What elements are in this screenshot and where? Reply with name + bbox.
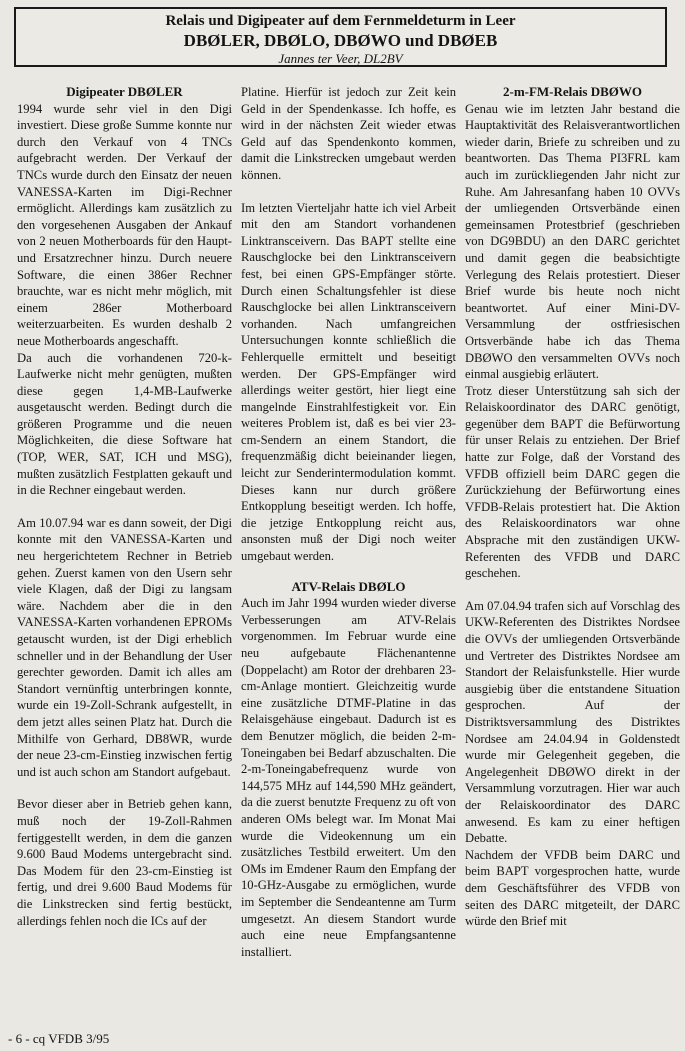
paragraph: 1994 wurde sehr viel in den Digi investiert. Diese große Summe konnte nur durch den Verkauf von 4 TNCs aufgebracht werden. Der Verkauf der TNCs wurde durch den Einsatz der neuen VANESSA-Karten im Digi-Rechner ermöglicht. Allerdings kam zusätzlich zu den vorgesehenen Ausgaben der Ankauf von 2 neuen Motherboards für den Haupt- und Ersatzrechner hinzu. Durch neuere Software, die einen 386er Rechner brauchte, war es nicht mehr möglich, mit einem 286er Motherboard weiterzuarbeiten. Es wurden deshalb 2 neue Motherboards angeschafft.	[17, 101, 232, 348]
column-1	[17, 84, 232, 1014]
paragraph: Genau wie im letzten Jahr bestand die Hauptaktivität des Relaisverantwortlichen wieder darin, Briefe zu schreiben und zu beantworten. Das Thema PI3FRL kam auch im zurückliegenden Jahr nicht zur Ruhe. Am Jahresanfang haben 10 OVVs der umliegenden Ortsverbände einen gemeinsamen Protestbrief (geschrieben von DG9BDU) an den DARC gerichtet und damit gegen die beabsichtigte Verlegung des Relais protestiert. Dieser Brief wurde bis heute noch nicht beantwortet. Auf einer Mini-DV-Versammlung der ostfriesischen Ortsverbände habe ich das Thema DBØWO den versammelten OVVs noch einmal ausgiebig erläutert.	[465, 101, 680, 382]
paragraph: Da auch die vorhandenen 720-k-Laufwerke nicht mehr genügten, mußten diese gegen 1,4-MB-Laufwerke ausgetauscht werden. Bedingt durch die größeren Programme und die neuen Möglichkeiten, die diese Software hat (TOP, WER, SAT, ICH und MSG), mußten zusätzlich Festplatten gekauft und in die Rechner eingebaut werden.	[17, 350, 232, 498]
paragraph: Nachdem der VFDB beim DARC und beim BAPT vorgesprochen hatte, wurde dem Geschäftsführer des VFDB von seiten des DARC mitgeteilt, der DARC würde den Brief mit	[465, 847, 680, 929]
paragraph: Platine. Hierfür ist jedoch zur Zeit kein Geld in der Spendenkasse. Ich hoffe, es wird in der nächsten Zeit wieder etwas Geld auf das Spendenkonto kommen, damit die Linkstrecken umgebaut werden können.	[241, 85, 456, 182]
paragraph: Auch im Jahr 1994 wurden wieder diverse Verbesserungen am ATV-Relais vorgenommen. Im Februar wurde eine neu aufgebaute Flächenantenne (Doppelacht) am Rotor der drehbaren 23-cm-Anlage montiert. Gleichzeitig wurde eine zusätzliche DTMF-Platine in das Relaisgehäuse eingebaut. Dadurch ist es dem Benutzer möglich, die beiden 2-m-Toneingaben bei Bedarf abzuschalten. Die 2-m-Toneingabefrequenz wurde von 144,575 MHz auf 144,590 MHz geändert, da die zuerst benutzte Frequenz zu oft von anderen OMs belegt war. Im Monat Mai wurde die Videokennung um ein zusätzliches Testbild erweitert. Um den OMs im Emdener Raum den Empfang der 10-GHz-Ausgabe zu ermöglichen, wurde im September die Sendeantenne am Turm umgesetzt. An diesem Standort wurde auch eine neue Empfangsantenne installiert.	[241, 596, 456, 959]
paragraph: Trotz dieser Unterstützung sah sich der Relaiskoordinator des DARC genötigt, gegenüber dem BAPT die Befürwortung für unser Relais zu entziehen. Der Brief hatte zur Folge, daß der Vorstand des VFDB offiziell beim DARC gegen die Zurückziehung der Befürwortung eines VFDB-Relais protestiert hat. Die Aktion des Relaiskoordinators war ohne Absprache mit den zuständigen UKW-Referenten des VFDB und DARC geschehen.	[465, 383, 680, 581]
section-heading-atv-relais: ATV-Relais DBØLO	[291, 578, 406, 594]
paragraph: Bevor dieser aber in Betrieb gehen kann, muß noch der 19-Zoll-Rahmen fertiggestellt werden, in dem die ganzen 9.600 Baud Modems untergebracht sind. Das Modem für den 23-cm-Einstieg ist fertig, und drei 9.600 Baud Modems für die Linkstrecken sind fertig bestückt, allerdings fehlen noch die ICs auf der	[17, 797, 232, 928]
paragraph: Am 10.07.94 war es dann soweit, der Digi konnte mit den VANESSA-Karten und neu hergerichtetem Rechner in Betrieb gehen. Zuerst kamen von den Usern sehr viele Klagen, daß der Digi zu langsam wäre. Nachdem aber die in den VANESSA-Karten vorhandenen EPROMs getauscht wurden, ist der Digi erheblich schneller und in der Behandlung der User gerechter geworden. Damit ich alles am Standort vernünftig unterbringen konnte, wurde ein 19-Zoll-Schrank aufgestellt, in dem jetzt alles seinen Platz hat. Durch die Mithilfe von Gerhard, DB8WR, wurde der neue 23-cm-Einstieg inzwischen fertig und ist auch schon am Standort aufgebaut.	[17, 515, 232, 779]
column-3	[465, 84, 680, 1014]
article-subtitle: DBØLER, DBØLO, DBØWO und DBØEB	[183, 31, 498, 50]
article-title: Relais und Digipeater auf dem Fernmeldeturm in Leer	[165, 13, 516, 29]
page-footer: - 6 - cq VFDB 3/95	[8, 1031, 110, 1046]
article-header	[14, 7, 667, 67]
paragraph: Im letzten Vierteljahr hatte ich viel Arbeit mit den am Standort vorhandenen Linktransceivern. Das BAPT stellte eine Rauschglocke bei den Linktransceivern fest, bei einen GPS-Empfänger störte. Durch einen Schaltungsfehler ist diese Rauschglocke bei allen Linktransceivern vorhanden. Nach umfangreichen Untersuchungen konnte schließlich die Fehlerquelle ermittelt und beseitigt werden. Der GPS-Empfänger wird allerdings weiter gestört, hier liegt eine mangelnde Einstrahlfestigkeit vor. Ein weiteres Problem ist, daß es bei vier 23-cm-Sendern an einem Standort, die frequenzmäßig dicht beieinander liegen, leicht zur Senderintermodulation kommt. Dieses kann nur durch größere Entkopplung beseitigt werden. Ich hoffe, die jetzige Entkopplung reicht aus, ansonsten muß der Digi noch weiter umgebaut werden.	[241, 200, 456, 564]
section-heading-fm-relais: 2-m-FM-Relais DBØWO	[502, 84, 642, 99]
column-2	[241, 84, 456, 1014]
article-author: Jannes ter Veer, DL2BV	[278, 51, 403, 66]
section-heading-digipeater: Digipeater DBØLER	[66, 84, 183, 99]
paragraph: Am 07.04.94 trafen sich auf Vorschlag des UKW-Referenten des Distriktes Nordsee die OVVs der umliegenden Ortsverbände und Vertreter des Distriktes Nordsee am Standort der Relaisfunkstelle. Hier wurde ausgiebig über die entstandene Situation gesprochen. Auf der Distriktsversammlung des Distriktes Nordsee am 24.04.94 in Goldenstedt wurde mir Gelegenheit gegeben, die Angelegenheit DBØWO direkt in der Versammlung vorzutragen. Hier war auch der Relaiskoordinator des DARC anwesend. Es kam zu einer heftigen Debatte.	[465, 598, 680, 846]
